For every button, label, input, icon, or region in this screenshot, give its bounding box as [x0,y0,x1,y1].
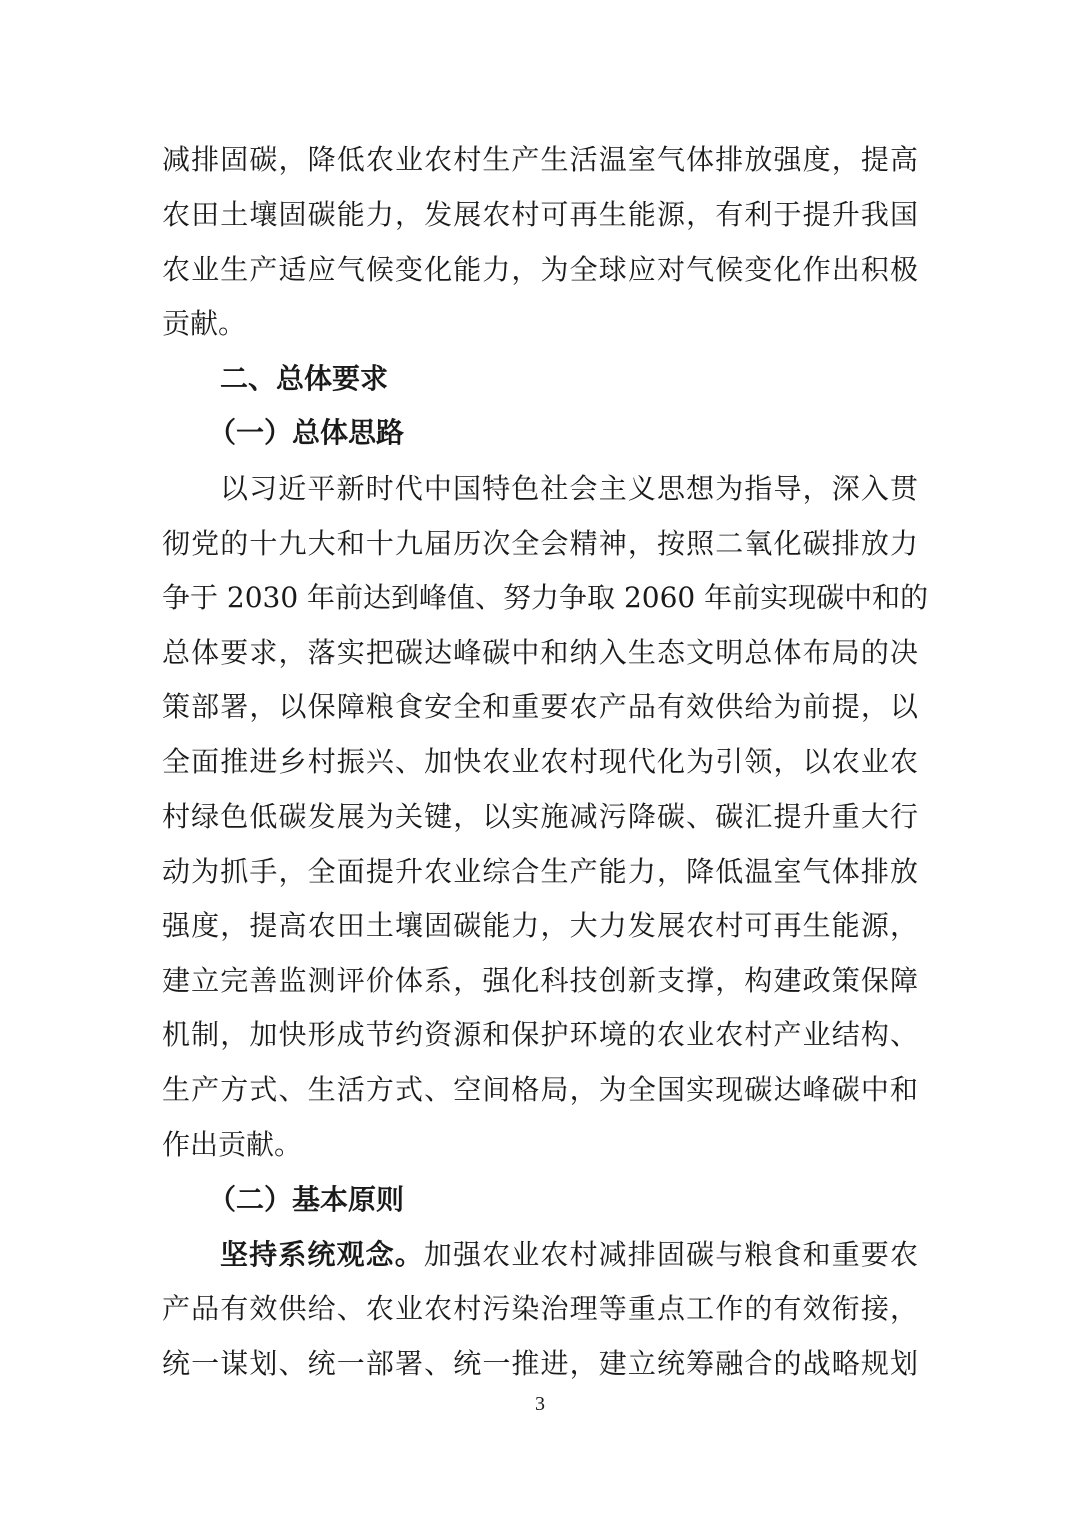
subsection-heading: （一）总体思路 [208,416,405,449]
page-number: 3 [535,1393,545,1415]
body-text-line: 作出贡献。 [162,1128,303,1161]
body-text-line: 产品有效供给、农业农村污染治理等重点工作的有效衔接， [162,1292,918,1325]
body-text-line: 村绿色低碳发展为关键，以实施减污降碳、碳汇提升重大行 [162,800,918,833]
body-text-line: 机制，加快形成节约资源和保护环境的农业农村产业结构、 [162,1018,918,1051]
body-text-line: 争于 2030 年前达到峰值、努力争取 2060 年前实现碳中和的 [162,581,929,614]
subsection-heading: （二）基本原则 [208,1183,405,1216]
body-text-line: 总体要求，落实把碳达峰碳中和纳入生态文明总体布局的决 [162,636,918,669]
body-text-line: 彻党的十九大和十九届历次全会精神，按照二氧化碳排放力 [162,527,918,560]
body-text-line: 农业生产适应气候变化能力，为全球应对气候变化作出积极 [162,253,918,286]
body-text-line: 减排固碳，降低农业农村生产生活温室气体排放强度，提高 [162,143,918,176]
body-text-line: 全面推进乡村振兴、加快农业农村现代化为引领，以农业农 [162,745,918,778]
principle-paragraph-first-line [220,1238,918,1272]
body-text-line: 贡献。 [162,307,247,340]
section-heading: 二、总体要求 [220,362,389,395]
body-text-line: 统一谋划、统一部署、统一推进，建立统筹融合的战略规划 [162,1347,918,1380]
body-text-line: 生产方式、生活方式、空间格局，为全国实现碳达峰碳中和 [162,1073,918,1106]
body-text-line: 策部署，以保障粮食安全和重要农产品有效供给为前提，以 [162,690,918,723]
body-text-line: 建立完善监测评价体系，强化科技创新支撑，构建政策保障 [162,964,918,997]
body-text-line: 强度，提高农田土壤固碳能力，大力发展农村可再生能源， [162,909,918,942]
principle-lead: 坚持系统观念。 [220,1238,424,1271]
body-text-line: 动为抓手，全面提升农业综合生产能力，降低温室气体排放 [162,855,918,888]
principle-text: 加强农业农村减排固碳与粮食和重要农 [423,1238,918,1271]
body-text-line: 农田土壤固碳能力，发展农村可再生能源，有利于提升我国 [162,198,918,231]
body-text-line: 以习近平新时代中国特色社会主义思想为指导，深入贯 [220,472,918,505]
